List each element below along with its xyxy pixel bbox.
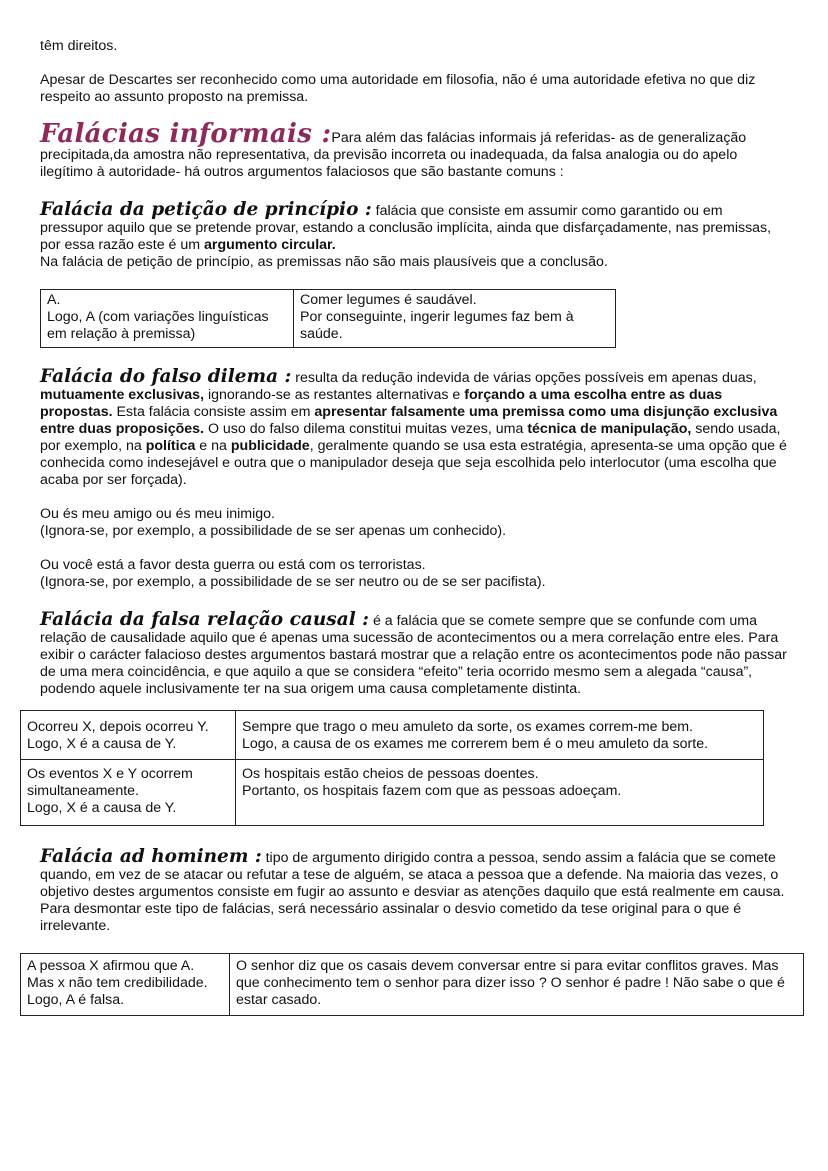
peticao-paragraph — [40, 201, 788, 254]
hominem-heading: Falácia ad hominem : — [40, 846, 262, 867]
causal-text: é a falácia que se comete sempre que se confunde com uma relação de causalidade aquilo que é apenas uma sucessão de acontecimentos ou a mera correlação entre eles. Para exibir o carácter falacioso destes argumentos bastará mostrar que a relação entre os acontecimentos pode não passar de uma mera coincidência, e que aquilo a que se considera “efeito” teria ocorrido mesmo sem a alegada “causa”, podendo aquele inclusivamente ter na sua origem uma causa completamente distinta. — [40, 613, 787, 697]
table-row — [21, 760, 764, 826]
table-row — [21, 954, 804, 1016]
table-cell: A. Logo, A (com variações linguísticas em relação à premissa) — [41, 290, 294, 348]
dilema-heading: Falácia do falso dilema : — [40, 366, 292, 387]
table-cell: Comer legumes é saudável. Por conseguinte, ingerir legumes faz bem à saúde. — [294, 290, 616, 348]
peticao-text: falácia que consiste em assumir como garantido ou em pressupor aquilo que se pretende provar, estando a conclusão implícita, ainda que disfarçadamente, nas premissas, por essa razão este é um — [40, 203, 772, 253]
table-cell: A pessoa X afirmou que A. Mas x não tem credibilidade. Logo, A é falsa. — [21, 954, 230, 1016]
hominem-paragraph — [40, 848, 788, 935]
dilema-example-2-note: (Ignora-se, por exemplo, a possibilidade de se ser neutro ou de se ser pacifista). — [40, 574, 546, 590]
informais-text: Para além das falácias informais já referidas- as de generalização precipitada,da amostra não representativa, da previsão incorreta ou inadequada, da falsa analogia ou do apelo ilegítimo à autoridade- há outros argumentos falaciosos que são bastante comuns : — [40, 130, 747, 180]
intro-line: têm direitos. — [40, 38, 118, 54]
table-row — [21, 711, 764, 760]
dilema-example-1: Ou és meu amigo ou és meu inimigo. — [40, 506, 275, 522]
peticao-bold: argumento circular. — [204, 237, 336, 253]
informais-paragraph — [40, 119, 788, 181]
causal-heading: Falácia da falsa relação causal : — [40, 609, 369, 630]
hominem-text: tipo de argumento dirigido contra a pessoa, sendo assim a falácia que se comete quando, em vez de se atacar ou refutar a tese de alguém, se ataca a pessoa que a defende. Na maioria das vezes, o objetivo destes argumentos consiste em fugir ao assunto e desviar as atenções daquilo que está realmente em causa. Para desmontar este tipo de falácias, será necessário assinalar o desvio cometido da tese original para o que é irrelevante. — [40, 850, 785, 934]
dilema-example-1-note: (Ignora-se, por exemplo, a possibilidade de se ser apenas um conhecido). — [40, 523, 507, 539]
causal-paragraph — [40, 611, 788, 698]
table-cell: Os eventos X e Y ocorrem simultaneamente. Logo, X é a causa de Y. — [21, 760, 236, 826]
informais-heading: Falácias informais : — [40, 119, 332, 149]
peticao-table — [40, 289, 616, 348]
dilema-paragraph: Falácia do falso dilema : resulta da redução indevida de várias opções possíveis em apenas duas, mutuamente exclusivas, ignorando-se as restantes alternativas e forçando a uma escolha entre as duas propostas. Esta falácia consiste assim em apresentar falsamente uma premissa como uma disjunção exclusiva entre duas proposições. O uso do falso dilema constitui muitas vezes, uma técnica de manipulação, sendo usada, por exemplo, na política e na publicidade, geralmente quando se usa esta estratégia, apresenta-se uma opção que é conhecida como indesejável e outra que o manipulador deseja que seja escolhida pelo interlocutor (uma escolha que acaba por ser forçada). — [40, 366, 787, 488]
table-cell: Os hospitais estão cheios de pessoas doentes. Portanto, os hospitais fazem com que as pessoas adoeçam. — [236, 760, 764, 826]
causal-table — [20, 710, 764, 826]
descartes-paragraph: Apesar de Descartes ser reconhecido como uma autoridade em filosofia, não é uma autoridade efetiva no que diz respeito ao assunto proposto na premissa. — [40, 72, 756, 105]
document-page — [27, 38, 788, 1016]
table-cell: O senhor diz que os casais devem conversar entre si para evitar conflitos graves. Mas que conhecimento tem o senhor para dizer isso ? O senhor é padre ! Não sabe o que é estar casado. — [230, 954, 804, 1016]
table-row — [41, 290, 616, 348]
peticao-note: Na falácia de petição de princípio, as premissas não são mais plausíveis que a conclusão. — [40, 254, 608, 270]
table-cell: Sempre que trago o meu amuleto da sorte, os exames correm-me bem. Logo, a causa de os exames me correrem bem é o meu amuleto da sorte. — [236, 711, 764, 760]
table-cell: Ocorreu X, depois ocorreu Y. Logo, X é a causa de Y. — [21, 711, 236, 760]
dilema-example-2: Ou você está a favor desta guerra ou está com os terroristas. — [40, 557, 426, 573]
peticao-heading: Falácia da petição de princípio : — [40, 199, 372, 220]
hominem-table — [20, 953, 804, 1016]
